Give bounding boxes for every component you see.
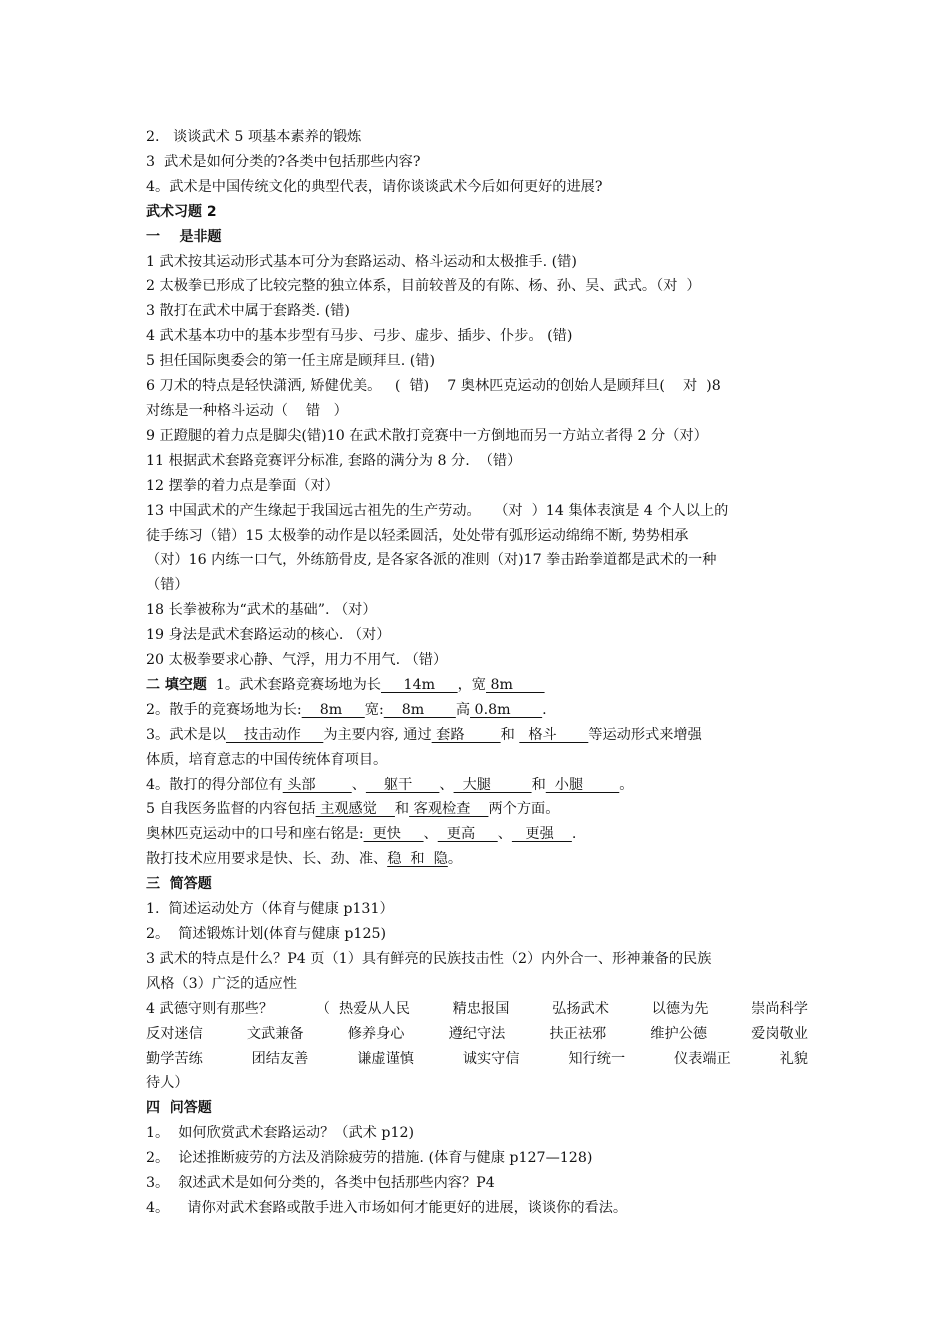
fill-text: 宽: <box>364 701 384 718</box>
fill-text: 两个方面。 <box>488 801 560 818</box>
short-line: 1. 简述运动处方（体育与健康 p131） <box>146 901 394 918</box>
fill-text: 1。武术套路竞赛场地为长 <box>215 676 381 693</box>
virtue-item: 精忠报国 <box>452 1000 510 1017</box>
answer-blank: 8m <box>301 701 365 718</box>
virtue-row-1 <box>146 997 808 1022</box>
virtue-item: 弘扬武术 <box>552 1000 609 1017</box>
fill-text: 4。散打的得分部位有 <box>146 776 283 793</box>
fill-text: 、 <box>497 826 512 843</box>
essay-line: 3。 叙述武术是如何分类的，各类中包括那些内容？P4 <box>146 1175 495 1192</box>
fill-text: 、 <box>351 776 366 793</box>
tf-line: （对）16 内练一口气，外练筋骨皮, 是各家各派的准则（对)17 拳击跆拳道都是武术的一种 <box>146 552 717 569</box>
fill-text: 3。武术是以 <box>146 726 226 743</box>
tf-line: 6 刀术的特点是轻快潇洒, 矫健优美。 ( 错) 7 奥林匹克运动的创始人是顾拜旦( 对 )8 <box>146 378 721 395</box>
tf-line: 9 正蹬腿的着力点是脚尖(错)10 在武术散打竞赛中一方倒地而另一方站立者得 2 分（对） <box>146 427 708 444</box>
intro-line-3: 4。武术是中国传统文化的典型代表，请你谈谈武术今后如何更好的进展? <box>146 178 603 195</box>
answer-blank: 客观检查 <box>409 801 489 818</box>
answer-blank: 稳 和 隐 <box>387 851 448 868</box>
virtue-item: 礼貌 <box>779 1050 808 1067</box>
fill-line-6 <box>146 822 808 847</box>
tf-line: 12 摆拳的着力点是拳面（对） <box>146 477 339 494</box>
tf-line: 4 武术基本功中的基本步型有马步、弓步、虚步、插步、仆步。 (错) <box>146 328 573 345</box>
essay-line: 1。 如何欣赏武术套路运动？（武术 p12) <box>146 1125 415 1142</box>
fill-text: 高 <box>455 701 471 718</box>
fill-line-4 <box>146 773 808 798</box>
short-answer-heading: 三 简答题 <box>146 876 212 893</box>
answer-blank: 更快 <box>363 826 424 843</box>
virtue-item: 以德为先 <box>651 1000 709 1017</box>
exercise-title: 武术习题 2 <box>146 203 217 220</box>
fill-text: . <box>542 701 547 718</box>
virtue-item: 勤学苦练 <box>146 1050 203 1067</box>
fill-text: 等运动形式来增强 <box>588 726 702 743</box>
fill-text: 和 <box>500 726 520 743</box>
answer-blank: 8m <box>486 676 545 693</box>
fill-text: 和 <box>531 776 546 793</box>
intro-line-2: 3 武术是如何分类的?各类中包括那些内容? <box>146 153 421 170</box>
tf-line: 1 武术按其运动形式基本可分为套路运动、格斗运动和太极推手. (错) <box>146 253 577 270</box>
tf-line: 3 散打在武术中属于套路类. (错) <box>146 303 350 320</box>
virtue-item: 维护公德 <box>650 1025 708 1042</box>
fill-line-5 <box>146 797 808 822</box>
essay-heading: 四 问答题 <box>146 1100 212 1117</box>
intro-line-1: 2. 谈谈武术 5 项基本素养的锻炼 <box>146 129 362 145</box>
virtue-row-2 <box>146 1022 808 1047</box>
fill-text: 5 自我医务监督的内容包括 <box>146 801 316 818</box>
fill-text: 。 <box>447 851 463 868</box>
fill-line-7 <box>146 847 808 872</box>
document-page <box>146 125 808 1221</box>
virtue-row-4: 待人） <box>146 1075 189 1092</box>
answer-blank: 更高 <box>437 826 498 843</box>
tf-line: 11 根据武术套路竞赛评分标准, 套路的满分为 8 分. （错） <box>146 452 522 469</box>
virtue-item: 4 武德守则有那些？ <box>146 1000 274 1017</box>
answer-blank: 格斗 <box>519 726 589 743</box>
fill-text: 奥林匹克运动中的口号和座右铭是: <box>146 826 364 843</box>
answer-blank: 8m <box>383 701 456 718</box>
virtue-item: 谦虚谨慎 <box>357 1050 414 1067</box>
virtue-item: 反对迷信 <box>146 1025 203 1042</box>
answer-blank: 套路 <box>431 726 501 743</box>
virtue-item: 仪表端正 <box>673 1050 731 1067</box>
virtue-row-3 <box>146 1047 808 1072</box>
answer-blank: 小腿 <box>545 776 620 793</box>
answer-blank: 更强 <box>511 826 572 843</box>
fill-text: . <box>571 826 577 843</box>
fill-text: 2。散手的竞赛场地为长: <box>146 701 302 718</box>
virtue-item: （ 热爱从人民 <box>315 1000 410 1017</box>
virtue-item: 团结友善 <box>251 1050 309 1067</box>
fill-heading: 二 填空题 <box>146 676 207 693</box>
answer-blank: 大腿 <box>453 776 532 793</box>
tf-line: 13 中国武术的产生缘起于我国远古祖先的生产劳动。 （对 ）14 集体表演是 4 个人以上的 <box>146 502 729 519</box>
short-line: 风格（3）广泛的适应性 <box>146 975 297 992</box>
fill-line-1 <box>146 673 808 698</box>
fill-text: 。 <box>619 776 634 793</box>
answer-blank: 0.8m <box>470 701 543 718</box>
answer-blank: 主观感觉 <box>315 801 395 818</box>
fill-text: 和 <box>394 801 410 818</box>
true-false-heading: 一 是非题 <box>146 228 222 245</box>
tf-line: 2 太极拳已形成了比较完整的独立体系，目前较普及的有陈、杨、孙、吴、武式。（对 ） <box>146 278 701 295</box>
fill-text: ，宽 <box>457 676 486 693</box>
short-line: 3 武术的特点是什么？P4 页（1）具有鲜亮的民族技击性（2）内外合一、形神兼备的民族 <box>146 950 712 967</box>
tf-line: 5 担任国际奥委会的第一任主席是顾拜旦. (错) <box>146 353 436 370</box>
tf-line: 对练是一种格斗运动（ 错 ） <box>146 402 348 419</box>
essay-line: 2。 论述推断疲劳的方法及消除疲劳的措施. (体育与健康 p127—128) <box>146 1150 593 1167</box>
short-line: 2。 简述锻炼计划(体育与健康 p125) <box>146 926 387 942</box>
fill-line-2 <box>146 698 808 723</box>
virtue-item: 爱岗敬业 <box>751 1025 808 1042</box>
fill-text: 、 <box>423 826 438 843</box>
answer-blank: 技击动作 <box>225 726 324 743</box>
fill-text: 散打技术应用要求是快、长、劲、准、 <box>146 851 388 868</box>
tf-line: 19 身法是武术套路运动的核心. （对） <box>146 627 391 644</box>
fill-line-3 <box>146 723 808 748</box>
fill-text: 、 <box>439 776 454 793</box>
fill-line-3b: 体质，培育意志的中国传统体育项目。 <box>146 751 388 768</box>
essay-line: 4。 请你对武术套路或散手进入市场如何才能更好的进展，谈谈你的看法。 <box>146 1199 628 1216</box>
answer-blank: 14m <box>381 676 458 693</box>
tf-line: 20 太极拳要求心静、气浮，用力不用气. （错） <box>146 652 448 669</box>
answer-blank: 头部 <box>282 776 352 793</box>
virtue-item: 文武兼备 <box>246 1025 304 1042</box>
virtue-item: 诚实守信 <box>462 1050 520 1067</box>
tf-line: （错） <box>146 577 189 594</box>
answer-blank: 躯干 <box>365 776 440 793</box>
virtue-item: 修养身心 <box>347 1025 405 1042</box>
fill-text: 为主要内容, 通过 <box>323 726 432 743</box>
virtue-item: 遵纪守法 <box>448 1025 506 1042</box>
virtue-item: 扶正祛邪 <box>549 1025 607 1042</box>
virtue-item: 崇尚科学 <box>751 1000 808 1017</box>
virtue-item: 知行统一 <box>568 1050 626 1067</box>
tf-line: 徒手练习（错）15 太极拳的动作是以轻柔圆活，处处带有弧形运动绵绵不断, 势势相承 <box>146 527 689 544</box>
tf-line: 18 长拳被称为“武术的基础”. （对） <box>146 602 377 619</box>
